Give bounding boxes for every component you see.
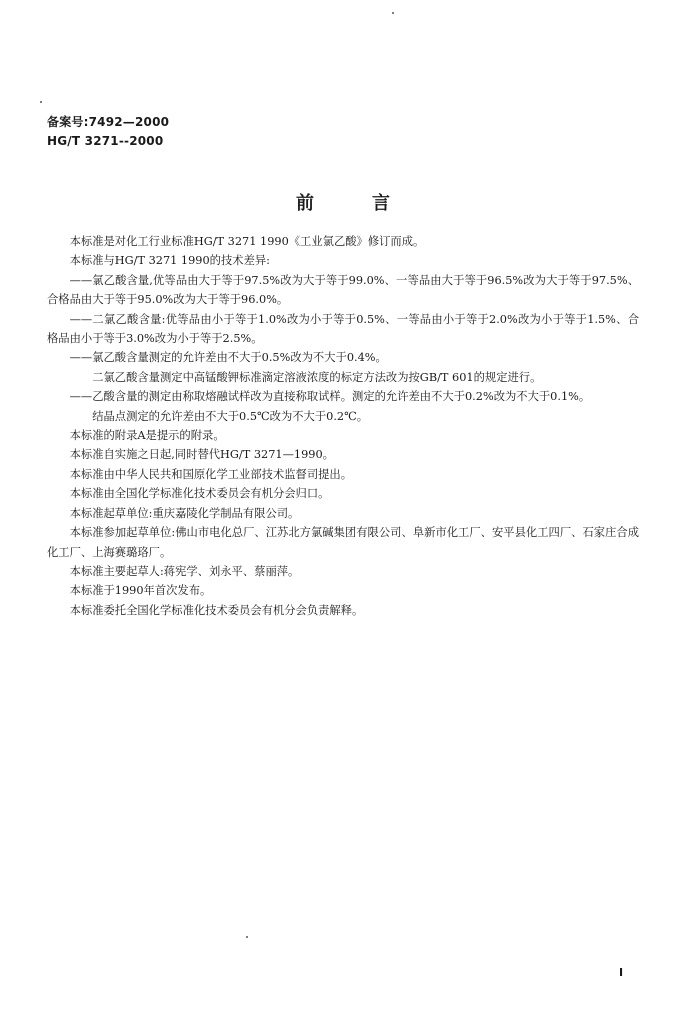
- paragraph: 本标准由全国化学标准化技术委员会有机分会归口。: [69, 487, 330, 501]
- paragraph: 本标准于1990年首次发布。: [69, 584, 212, 598]
- standard-number: HG/T 3271--2000: [47, 134, 164, 148]
- scan-speck: [40, 101, 42, 103]
- paragraph: 本标准委托全国化学标准化技术委员会有机分会负责解释。: [69, 603, 364, 617]
- page-title: 前言: [296, 193, 448, 214]
- paragraph: 本标准是对化工行业标准HG/T 3271 1990《工业氯乙酸》修订而成。: [69, 235, 425, 248]
- paragraph: ——氯乙酸含量测定的允许差由不大于0.5%改为不大于0.4%。: [69, 351, 387, 365]
- foreword-body: [47, 232, 639, 620]
- paragraph: ——乙酸含量的测定由称取熔融试样改为直接称取试样。测定的允许差由不大于0.2%改为不大于0.1%。: [69, 390, 591, 404]
- scan-speck: [246, 936, 248, 938]
- page-number: I: [619, 966, 624, 979]
- paragraph: 本标准自实施之日起,同时替代HG/T 3271—1990。: [69, 448, 334, 462]
- paragraph: 本标准参加起草单位:佛山市电化总厂、江苏北方氯碱集团有限公司、阜新市化工厂、安平县化工四厂、石家庄合成化工厂、上海赛璐珞厂。: [47, 526, 639, 559]
- paragraph: 本标准由中华人民共和国原化学工业部技术监督司提出。: [69, 467, 353, 481]
- paragraph: 本标准起草单位:重庆嘉陵化学制品有限公司。: [69, 506, 300, 520]
- paragraph: ——氯乙酸含量,优等品由大于等于97.5%改为大于等于99.0%、一等品由大于等于96.5%改为大于等于97.5%、合格品由大于等于95.0%改为大于等于96.0%。: [47, 273, 639, 307]
- paragraph: 本标准主要起草人:蒋宪学、刘永平、蔡丽萍。: [69, 564, 300, 578]
- paragraph: ——二氯乙酸含量:优等品由小于等于1.0%改为小于等于0.5%、一等品由小于等于2.0%改为小于等于1.5%、合格品由小于等于3.0%改为小于等于2.5%。: [47, 312, 639, 346]
- paragraph: 二氯乙酸含量测定中高锰酸钾标准滴定溶液浓度的标定方法改为按GB/T 601的规定进行。: [92, 370, 542, 384]
- document-header: [47, 113, 169, 151]
- paragraph: 结晶点测定的允许差由不大于0.5℃改为不大于0.2℃。: [92, 409, 369, 423]
- scan-speck: [392, 12, 394, 14]
- paragraph: 本标准与HG/T 3271 1990的技术差异:: [69, 254, 270, 268]
- paragraph: 本标准的附录A是提示的附录。: [69, 429, 225, 443]
- filing-number: 备案号:7492—2000: [47, 115, 170, 129]
